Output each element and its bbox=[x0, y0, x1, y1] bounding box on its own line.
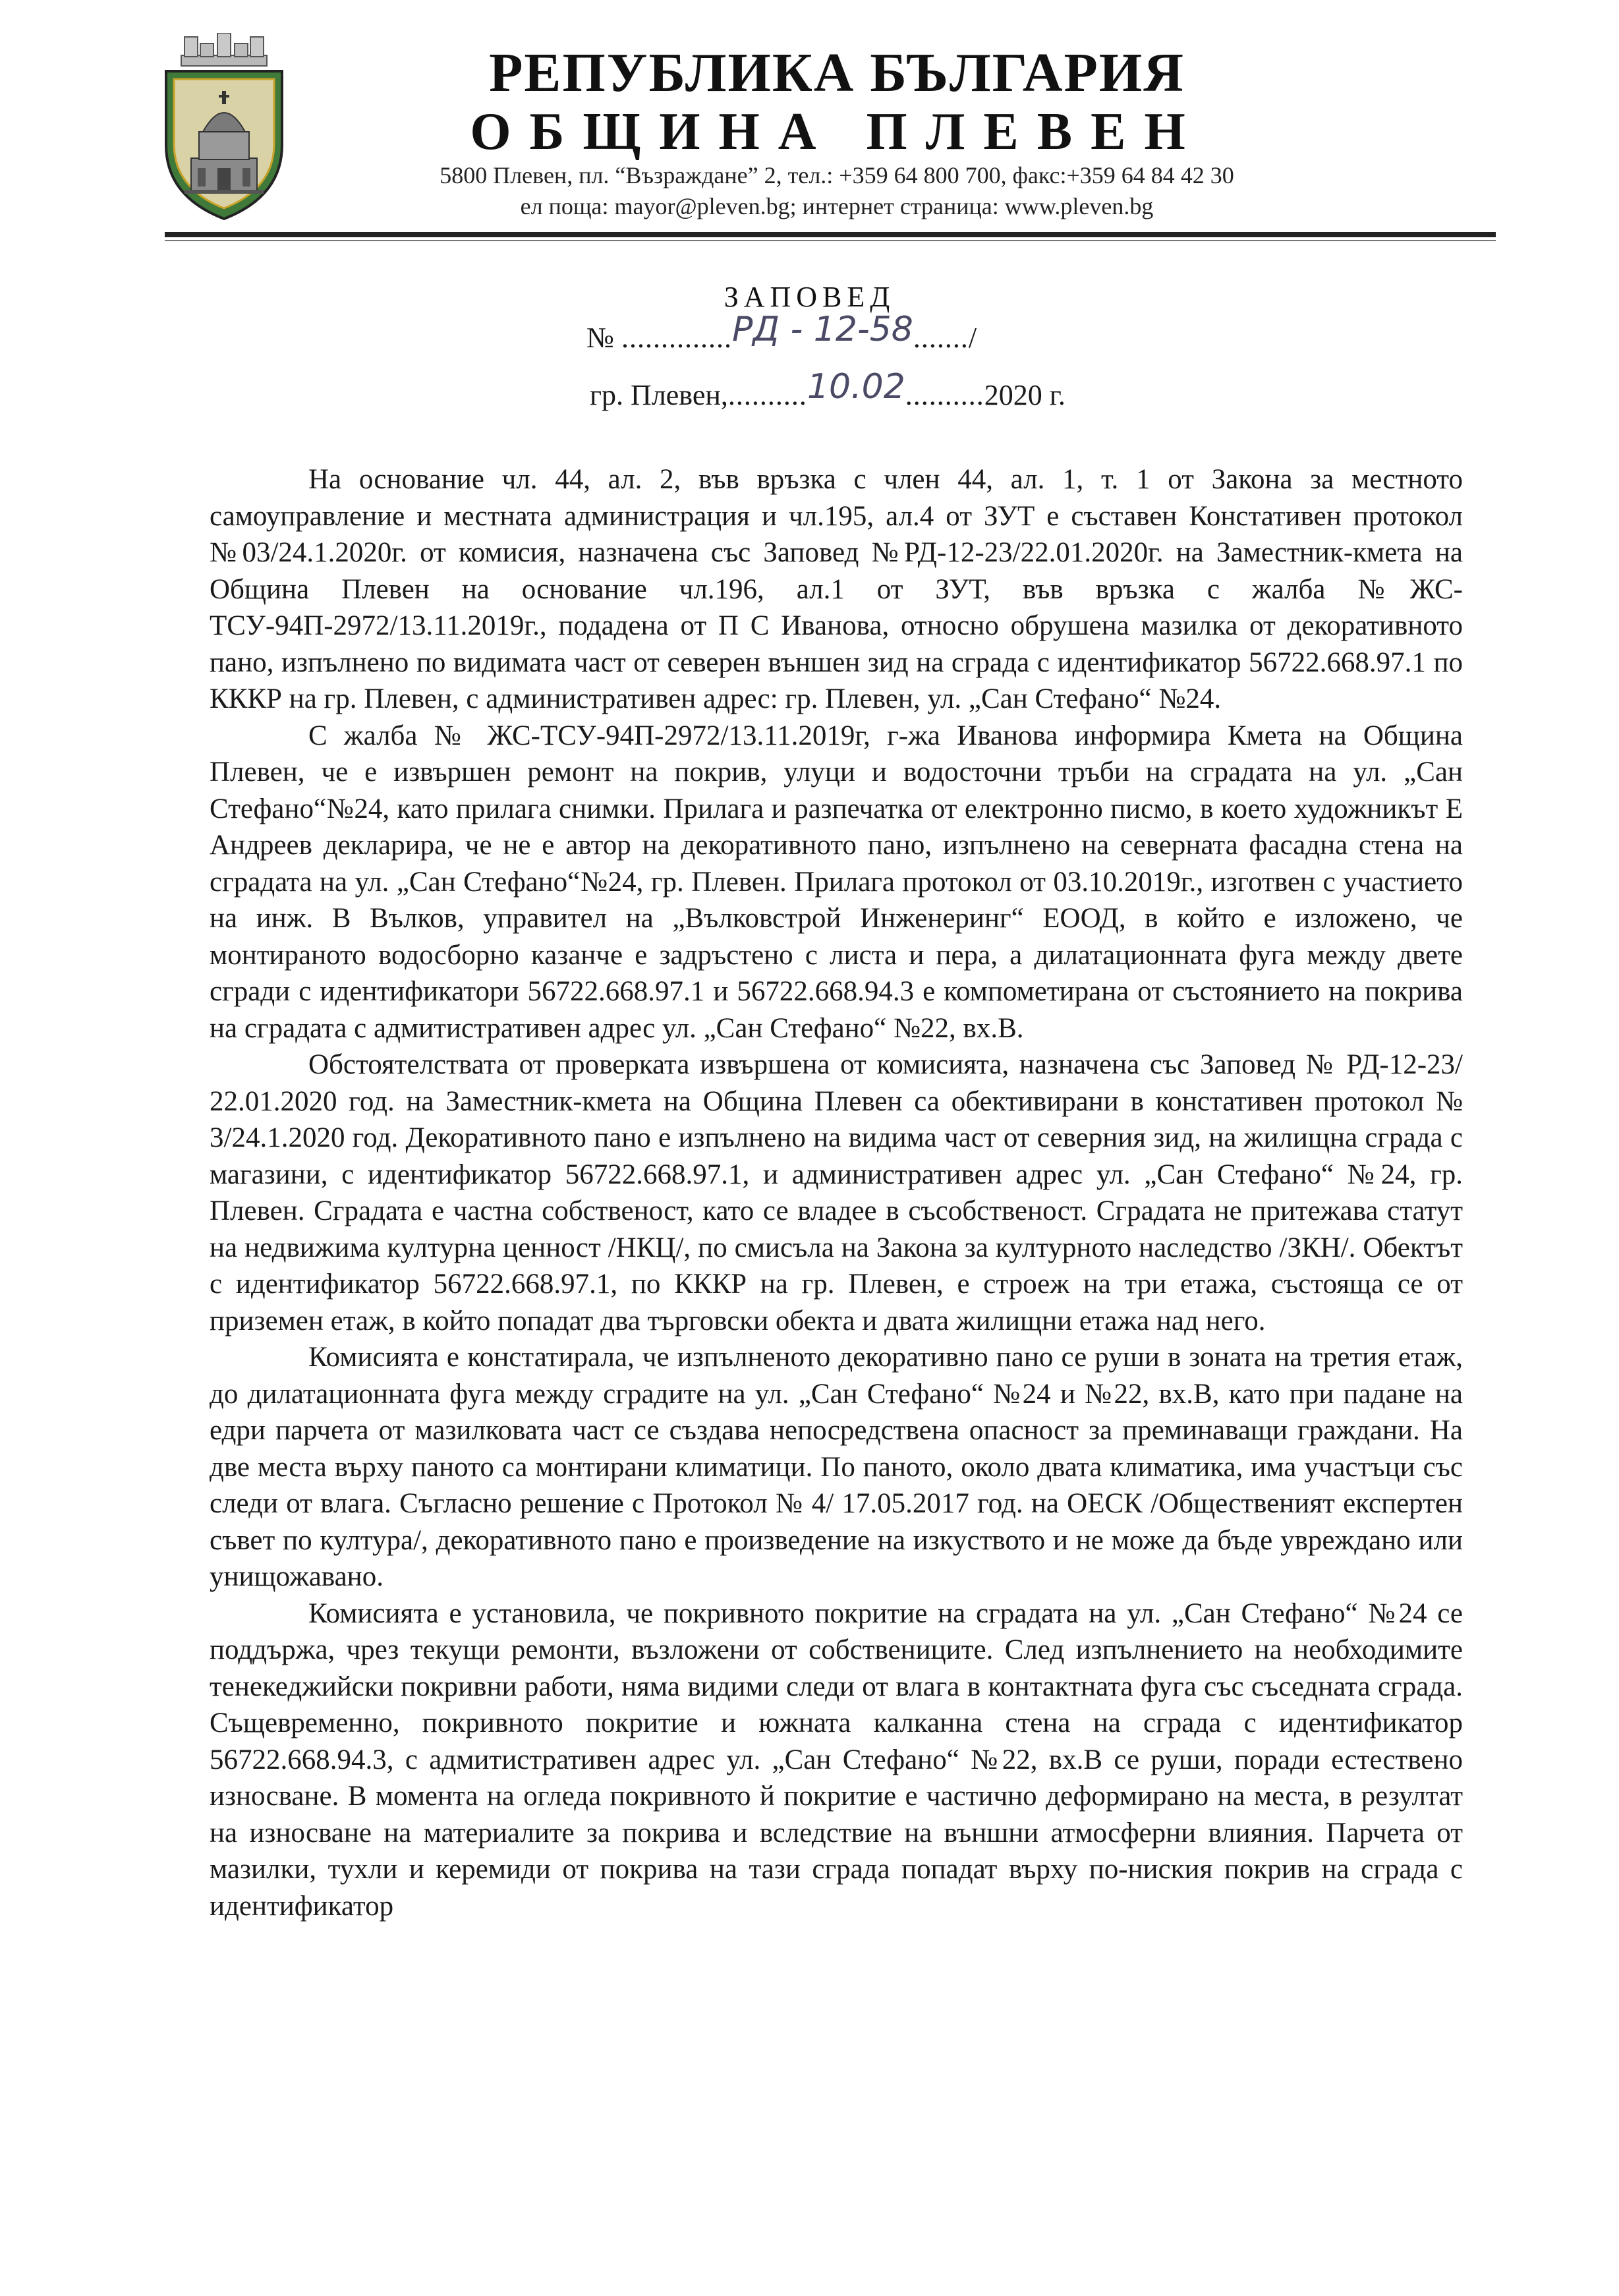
year-label: 2020 г. bbox=[984, 379, 1065, 411]
date-dots: .......... bbox=[727, 379, 807, 411]
coat-of-arms-icon bbox=[158, 33, 290, 221]
body-paragraph: С жалба № ЖС-ТСУ-94П-2972/13.11.2019г, г-жа Иванова информира Кмета на Община Плевен, че е извършен ремонт на покрив, улуци и водосточни тръби на сградата на ул. „Сан Стефано“№24, като прилага снимки. Прилага и разпечатка от електронно писмо, в което художникът Е Андреев декларира, че не е автор на декоративното пано, изпълнено на северната фасадна стена на сградата на ул. „Сан Стефано“№24, гр. Плевен. Прилага протокол от 03.10.2019г., изготвен с участието на инж. В Вълков, управител на „Вълковстрой Инженеринг“ ЕООД, в който е изложено, че монтираното водосборно казанче е задръстено с листа и пера, а дилатационната фуга между двете сгради с идентификатори 56722.668.97.1 и 56722.668.94.3 е компометирана от състоянието на покрива на сградата с адмитистративен адрес ул. „Сан Стефано“ №22, вх.В. bbox=[210, 720, 1463, 1044]
number-dots-after: ......./ bbox=[913, 322, 978, 354]
header-contacts: ел поща: mayor@pleven.bg; интернет страница: www.pleven.bg bbox=[520, 193, 1154, 219]
header-municipality: ОБЩИНА ПЛЕВЕН bbox=[470, 103, 1204, 161]
body-paragraph: На основание чл. 44, ал. 2, във връзка с член 44, ал. 1, т. 1 от Закона за местното самоуправление и местната администрация и чл.195, ал.4 от ЗУТ е съставен Констативен протокол №03/24.1.2020г. от комисия, назначена със Заповед №РД-12-23/22.01.2020г. на Заместник-кмета на Община Плевен на основание чл.196, ал.1 от ЗУТ, във връзка с жалба №ЖС-ТСУ-94П-2972/13.11.2019г., подадена от П С Иванова, относно обрушена мазилка от декоративното пано, изпълнено по видимата част от северен външен зид на сграда с идентификатор 56722.668.97.1 по КККР на гр. Плевен, с административен адрес: гр. Плевен, ул. „Сан Стефано“ №24. bbox=[210, 464, 1463, 714]
order-date-line bbox=[590, 367, 1065, 413]
body-paragraph: Комисията е установила, че покривното покритие на сградата на ул. „Сан Стефано“ №24 се поддържа, чрез текущи ремонти, възложени от собствениците. След изпълнението на необходимите тенекеджийски покривни работи, няма видими следи от влага в контактната фуга със съседната сграда. Същевременно, покривното покритие и южната калканна стена на сграда с идентификатор 56722.668.94.3, с адмитистративен адрес ул. „Сан Стефано“ №22, вх.В се руши, поради естествено износване. В момента на огледа покривното й покритие е частично деформирано на места, в резултат на износване на материалите за покрива и вследствие на външни атмосферни влияния. Парчета от мазилки, тухли и керемиди от покрива на тази сграда попадат върху по-ниския покрив на сграда с идентификатор bbox=[210, 1597, 1463, 1922]
order-title: ЗАПОВЕД bbox=[724, 281, 895, 313]
header-divider-thin bbox=[165, 240, 1496, 241]
header-divider bbox=[165, 232, 1496, 237]
handwritten-number: РД - 12-58 bbox=[731, 310, 913, 349]
number-label: № bbox=[586, 322, 614, 354]
date-dots-after: .......... bbox=[905, 379, 984, 411]
city-label: гр. Плевен, bbox=[590, 379, 728, 411]
handwritten-date: 10.02 bbox=[807, 367, 905, 407]
header-address: 5800 Плевен, пл. “Възраждане” 2, тел.: +359 64 800 700, факс:+359 64 84 42 30 bbox=[440, 162, 1234, 188]
body-paragraph: Обстоятелствата от проверката извършена от комисията, назначена със Заповед № РД-12-23/ 22.01.2020 год. на Заместник-кмета на Община Плевен са обективирани в констативен протокол № 3/24.1.2020 год. Декоративното пано е изпълнено на видима част от северния зид, на жилищна сграда с магазини, с идентификатор 56722.668.97.1, и административен адрес ул. „Сан Стефано“ №24, гр. Плевен. Сградата е частна собственост, като се владее в съсобственост. Сградата не притежава статут на недвижима културна ценност /НКЦ/, по смисъла на Закона за културното наследство /ЗКН/. Обектът с идентификатор 56722.668.97.1, по КККР на гр. Плевен, е строеж на три етажа, състояща се от приземен етаж, в който попадат два търговски обекта и двата жилищни етажа над него. bbox=[210, 1049, 1463, 1336]
header-republic: РЕПУБЛИКА БЪЛГАРИЯ bbox=[489, 42, 1185, 103]
order-body bbox=[210, 461, 1463, 1924]
number-dots: .............. bbox=[621, 322, 732, 354]
body-paragraph: Комисията е констатирала, че изпълненото декоративно пано се руши в зоната на третия етаж, до дилатационната фуга между сградите на ул. „Сан Стефано“ №24 и №22, вх.В, като при падане на едри парчета от мазилковата част се създава непосредствена опасност за преминаващи граждани. На две места върху паното са монтирани климатици. По паното, около двата климатика, има участъци със следи от влага. Съгласно решение с Протокол № 4/ 17.05.2017 год. на ОЕСК /Общественият експертен съвет по култура/, декоративното пано е произведение на изкуството и не може да бъде увреждано или унищожавано. bbox=[210, 1342, 1463, 1592]
order-number-line bbox=[586, 310, 978, 356]
